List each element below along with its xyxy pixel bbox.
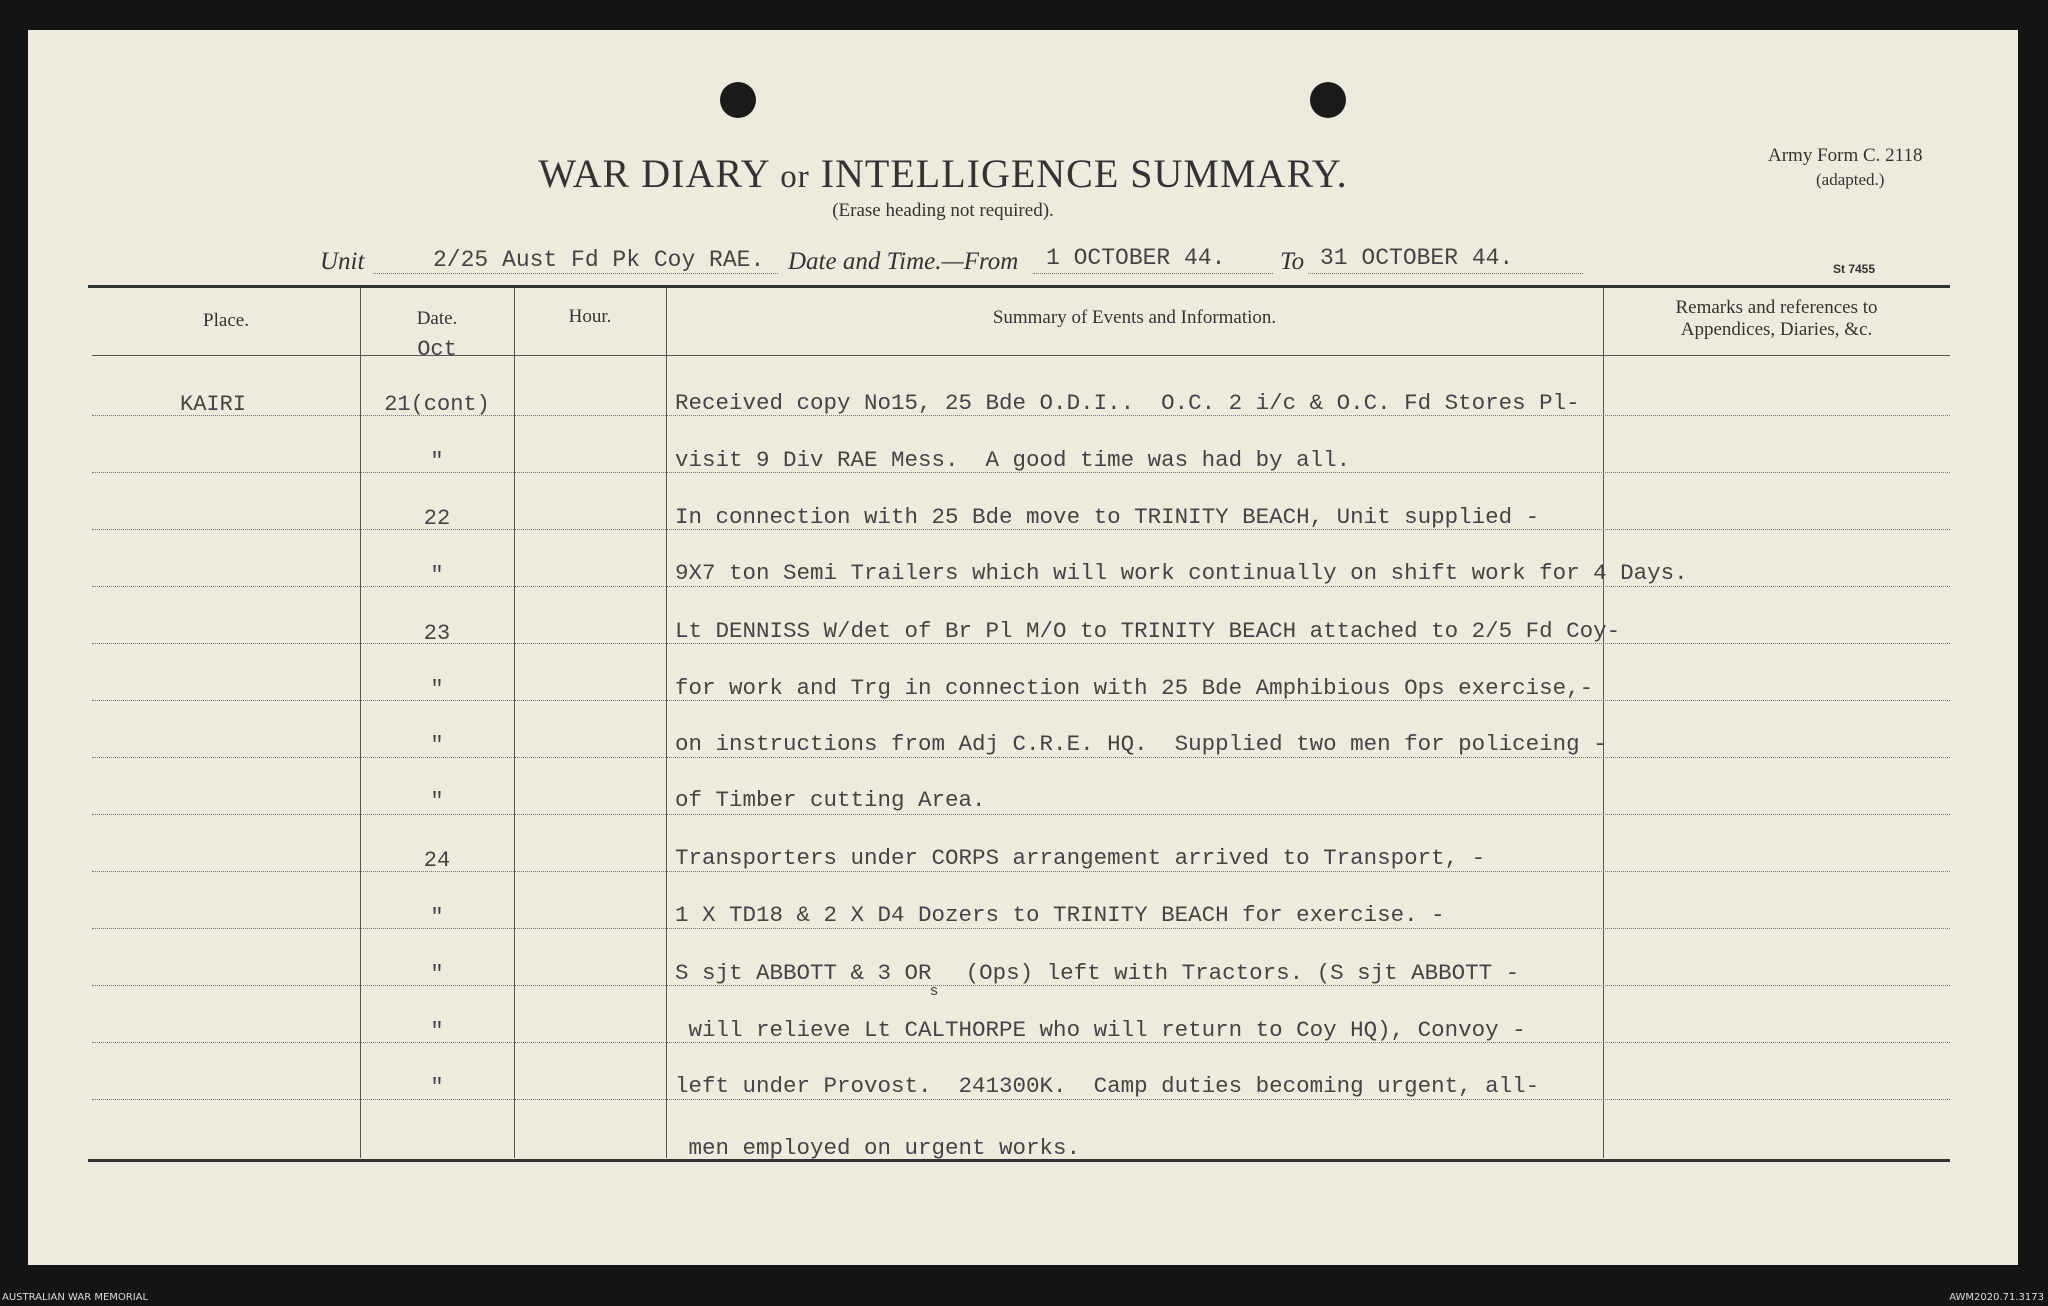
row-line (92, 814, 1950, 815)
row-date: " (430, 733, 444, 758)
row-summary: 9X7 ton Semi Trailers which will work continually on shift work for 4 Days. (675, 560, 1688, 586)
from-dotted-line (1033, 273, 1273, 274)
summary-part: S sjt ABBOTT & 3 OR (675, 960, 932, 986)
row-summary: for work and Trg in connection with 25 Bde Amphibious Ops exercise,- (675, 675, 1594, 701)
row-summary: Lt DENNISS W/det of Br Pl M/O to TRINITY BEACH attached to 2/5 Fd Coy- (675, 618, 1621, 644)
column-header-remarks (1603, 297, 1950, 341)
row-date: " (430, 905, 444, 930)
row-date: 22 (423, 506, 451, 531)
row-summary: will relieve Lt CALTHORPE who will return to Coy HQ), Convoy - (675, 1017, 1526, 1043)
row-date: " (430, 449, 444, 474)
table-top-rule (88, 285, 1950, 288)
column-header-date: Date. (416, 308, 458, 329)
unit-dotted-line (373, 273, 778, 274)
title-part1: WAR DIARY (538, 151, 770, 196)
from-value: 1 OCTOBER 44. (1046, 245, 1226, 271)
subtitle: (Erase heading not required). (832, 200, 1054, 221)
month-label: Oct (417, 337, 457, 362)
punch-hole (720, 82, 756, 118)
remarks-header-line1: Remarks and references to (1675, 297, 1878, 318)
row-summary: 1 X TD18 & 2 X D4 Dozers to TRINITY BEACH for exercise. - (675, 902, 1445, 928)
punch-hole (1310, 82, 1346, 118)
row-date: 24 (423, 848, 451, 873)
row-summary: men employed on urgent works. (675, 1135, 1081, 1161)
to-dotted-line (1308, 273, 1583, 274)
row-summary: Transporters under CORPS arrangement arrived to Transport, - (675, 845, 1486, 871)
to-value: 31 OCTOBER 44. (1320, 245, 1514, 271)
to-label: To (1280, 248, 1305, 275)
unit-value: 2/25 Aust Fd Pk Coy RAE. (433, 247, 765, 273)
column-divider (514, 288, 515, 1158)
row-place: KAIRI (180, 392, 247, 417)
row-summary: visit 9 Div RAE Mess. A good time was had by all. (675, 447, 1351, 473)
subscript-s: s (929, 983, 939, 1000)
row-date: " (430, 677, 444, 702)
row-summary: on instructions from Adj C.R.E. HQ. Supplied two men for policeing - (675, 731, 1607, 757)
row-summary: left under Provost. 241300K. Camp duties becoming urgent, all- (675, 1073, 1540, 1099)
row-date: 23 (423, 621, 451, 646)
row-date: " (430, 962, 444, 987)
row-date: " (430, 1075, 444, 1100)
row-summary: of Timber cutting Area. (675, 787, 986, 813)
unit-label: Unit (320, 248, 365, 275)
row-date: " (430, 789, 444, 814)
summary-part: (Ops) left with Tractors. (S sjt ABBOTT - (938, 960, 1520, 986)
column-header-summary: Summary of Events and Information. (992, 307, 1277, 328)
title-part2: INTELLIGENCE SUMMARY. (820, 151, 1348, 196)
column-divider (1603, 288, 1604, 1158)
remarks-header-line2: Appendices, Diaries, &c. (1680, 319, 1873, 340)
row-date: 21(cont) (384, 392, 490, 417)
column-divider (666, 288, 667, 1158)
footer-credit: AUSTRALIAN WAR MEMORIAL (2, 1292, 149, 1303)
row-date: " (430, 563, 444, 588)
date-time-label: Date and Time.—From (788, 248, 1019, 275)
column-header-hour: Hour. (568, 306, 612, 327)
footer-reference: AWM2020.71.3173 (1949, 1292, 2044, 1303)
page-title (28, 150, 1858, 197)
row-summary (675, 960, 1520, 1000)
adapted-label: (adapted.) (1816, 170, 1885, 189)
army-form-label: Army Form C. 2118 (1768, 145, 1923, 166)
column-divider (360, 288, 361, 1158)
stock-code: St 7455 (1833, 262, 1876, 276)
row-summary: Received copy No15, 25 Bde O.D.I.. O.C. 2 i/c & O.C. Fd Stores Pl- (675, 390, 1580, 416)
row-date: " (430, 1019, 444, 1044)
row-summary: In connection with 25 Bde move to TRINITY BEACH, Unit supplied - (675, 504, 1540, 530)
title-or: or (780, 159, 810, 195)
column-header-place: Place. (203, 310, 249, 331)
